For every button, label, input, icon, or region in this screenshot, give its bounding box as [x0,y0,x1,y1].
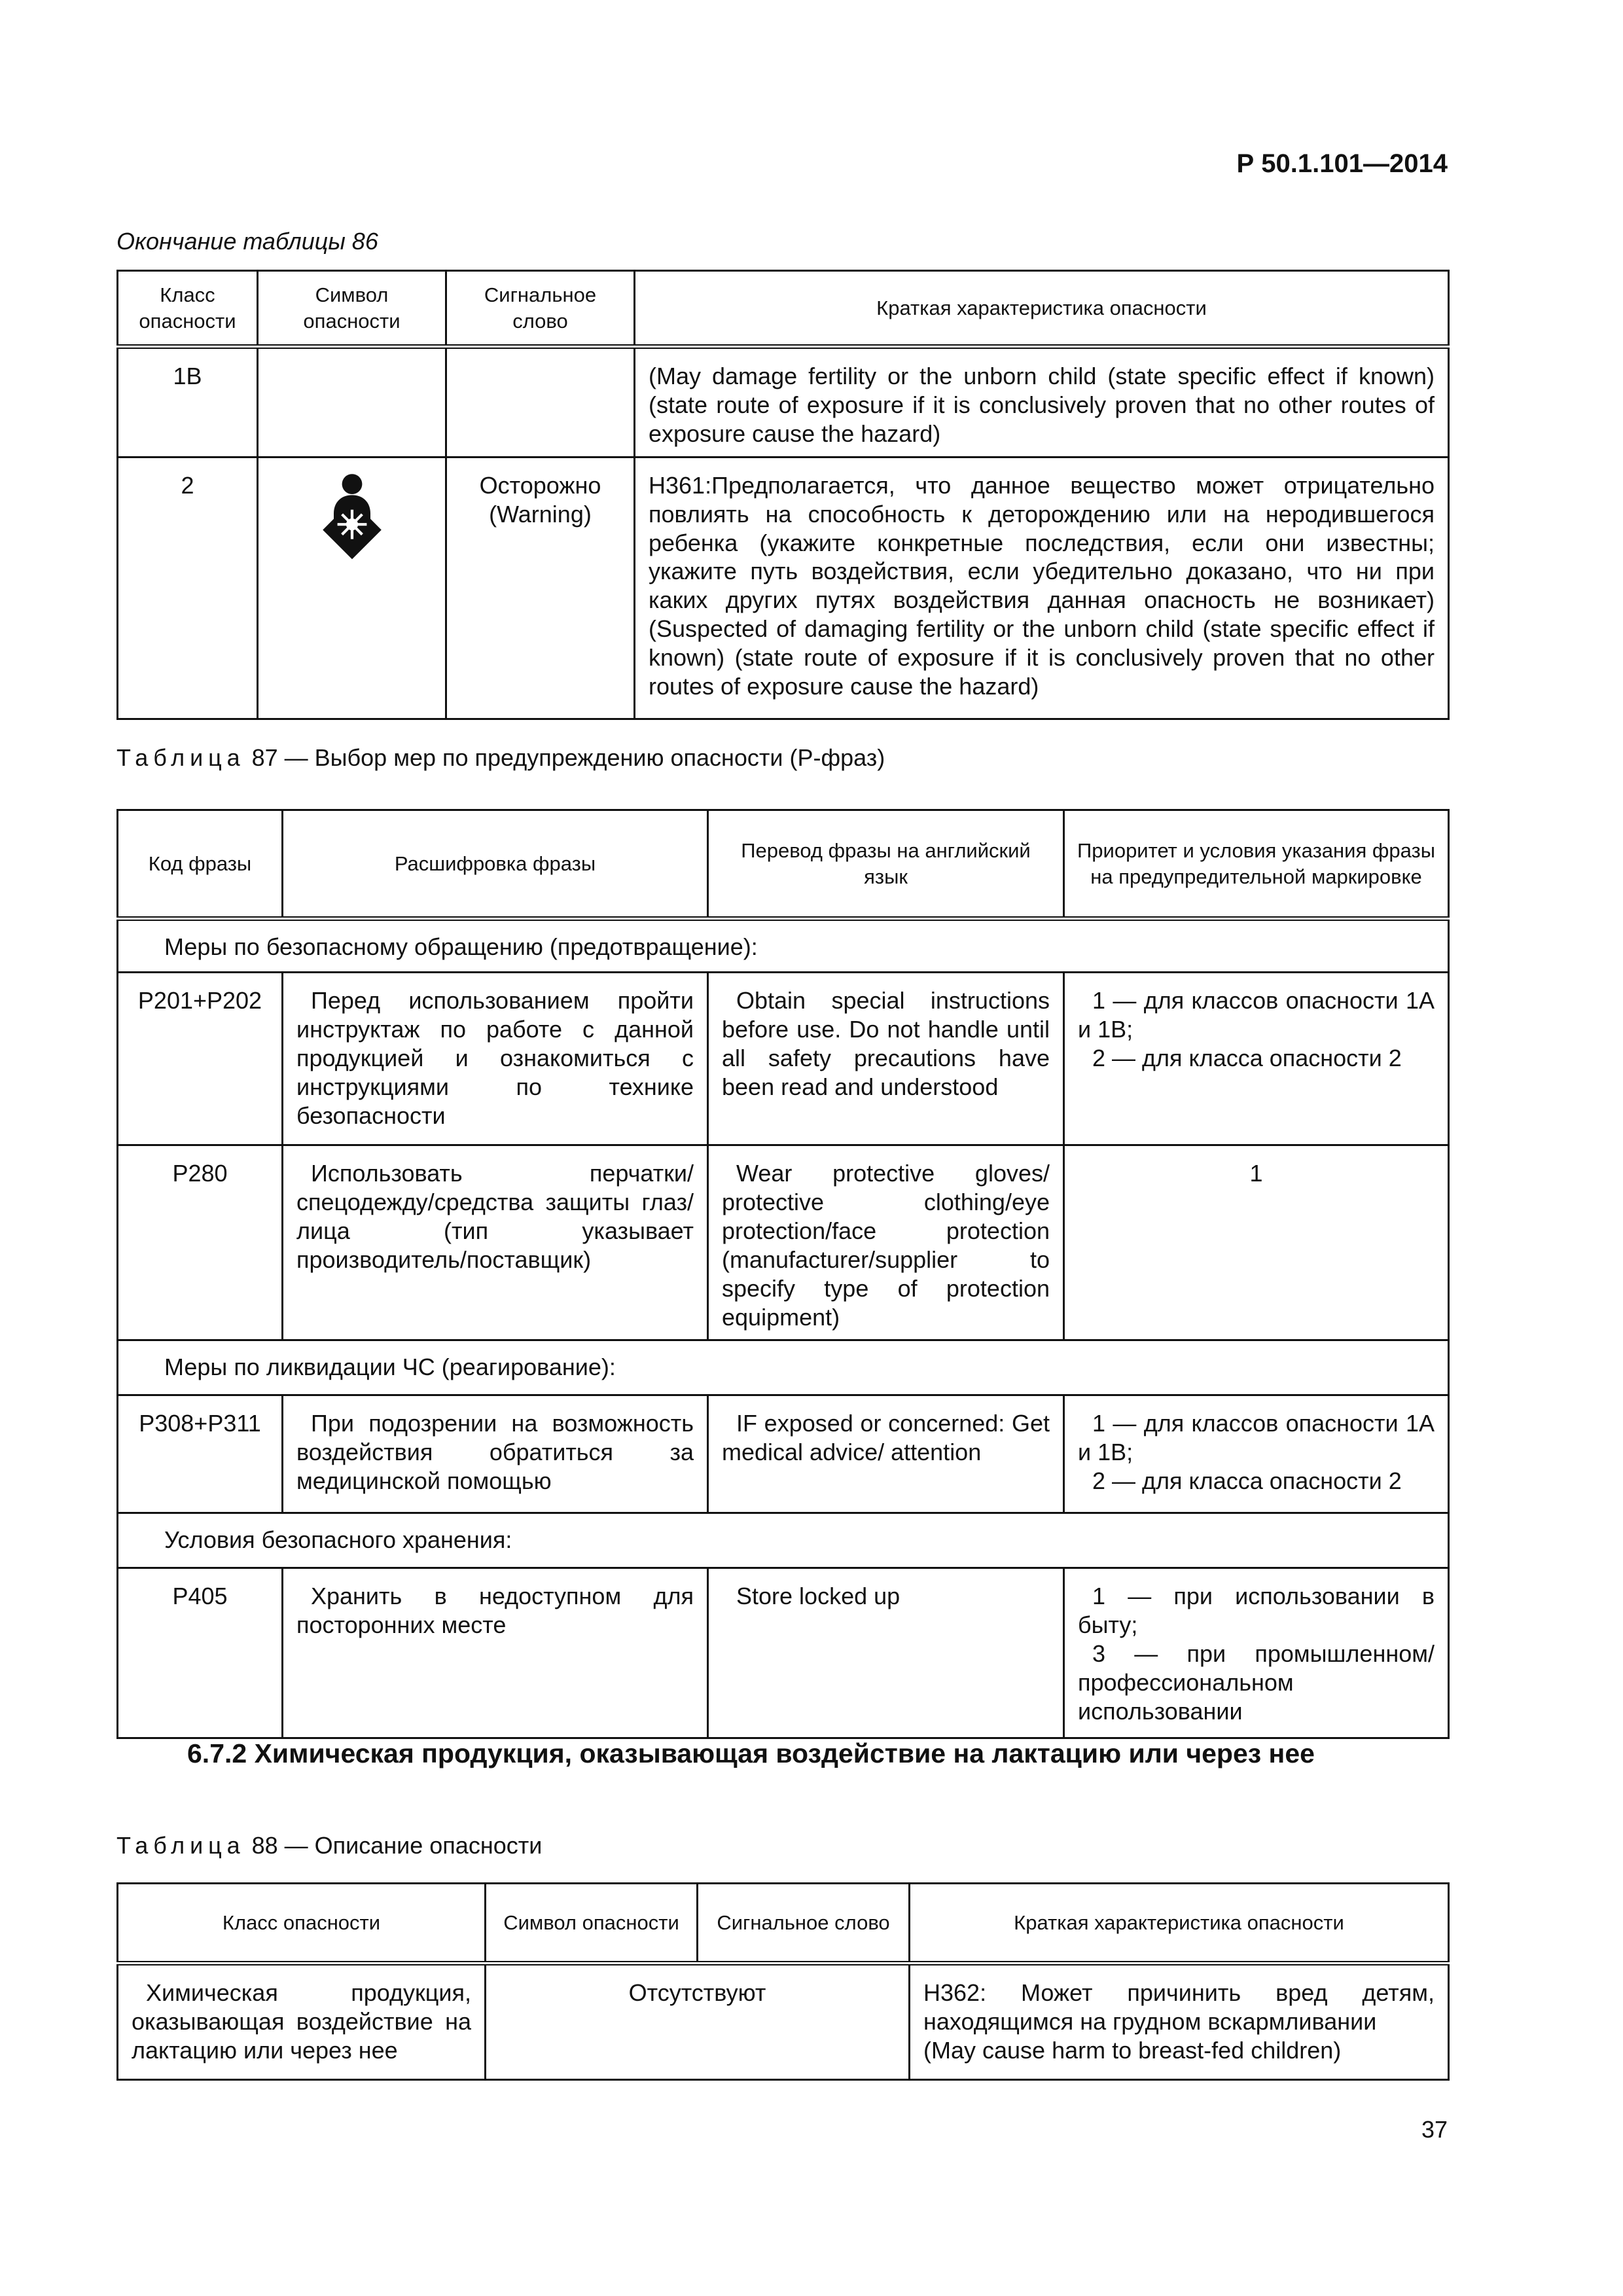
phrase-ru-cell: Хранить в недоступном для посторонних месте [283,1568,708,1738]
section-heading: 6.7.2 Химическая продукция, оказывающая воздействие на лактацию или через нее [187,1738,1315,1768]
hazard-description-line: H362: Может причинить вред детям, находящимся на грудном вскармливании [923,1979,1435,2035]
table-row [118,1964,1449,2080]
header-hazard-symbol: Символ опасности [258,271,446,347]
header-phrase-code: Код фразы [118,810,283,919]
table-88 [116,1882,1450,2081]
table-87-header-row [118,810,1449,919]
priority-line: 2 — для класса опасности 2 [1092,1044,1402,1071]
header-hazard-description: Краткая характеристика опасности [635,271,1449,347]
priority-cell [1064,1568,1449,1738]
hazard-class-cell: 2 [118,457,258,719]
phrase-code-cell: P405 [118,1568,283,1738]
header-signal-word: Сигнальное слово [446,271,635,347]
table-row [118,457,1449,719]
phrase-code-cell: P201+P202 [118,973,283,1145]
table-88-caption-word: Таблица [116,1832,245,1859]
hazard-description-cell: H361:Предполагается, что данное вещество может отрицательно повлиять на способность к деторождению или на неродившегося ребенка (укажите конкретные последствия, если они известны; укажите путь воздействия, если убедительно доказано, что ни при каких других путях воздействия данная опасность не возникает) (Suspected of damaging fertility or the unborn child (state specific effect if known) (state route of exposure if it is conclusively proven that no other routes of exposure cause the hazard) [635,457,1449,719]
hazard-class-cell: Химическая продукция, оказывающая воздействие на лактацию или через нее [118,1964,486,2080]
table-88-caption-text: 88 — Описание опасности [245,1832,543,1859]
table-88-header-row [118,1884,1449,1964]
header-hazard-class: Класс опасности [118,271,258,347]
phrase-ru-cell: При подозрении на возможность воздействия обратиться за медицинской помощью [283,1395,708,1513]
table-row [118,1395,1449,1513]
priority-line: 1 — для классов опасности 1А и 1В; [1078,1410,1435,1466]
table-86 [116,270,1450,720]
priority-line: 1 [1249,1160,1263,1187]
hazard-symbol-cell [258,457,446,719]
phrase-ru-cell: Использовать перчатки/спецодежду/средства защиты глаз/лица (тип указывает производитель/поставщик) [283,1145,708,1340]
hazard-class-cell: 1B [118,347,258,457]
section-row [118,1513,1449,1568]
header-hazard-class: Класс опасности [118,1884,486,1964]
phrase-code-cell: P280 [118,1145,283,1340]
header-english-translation: Перевод фразы на английский язык [708,810,1064,919]
hazard-symbol-cell [258,347,446,457]
table-continuation-label: Окончание таблицы 86 [116,228,378,255]
table-88-caption [116,1831,542,1860]
signal-word-cell: Осторожно (Warning) [446,457,635,719]
priority-cell [1064,1395,1449,1513]
section-row [118,1340,1449,1395]
phrase-en-cell: IF exposed or concerned: Get medical advice/ attention [708,1395,1064,1513]
table-86-header-row [118,271,1449,347]
priority-line: 1 — при использовании в быту; [1078,1583,1435,1639]
priority-line: 3 — при промышленном/ профессиональном использовании [1078,1640,1435,1725]
priority-line: 1 — для классов опасности 1А и 1В; [1078,987,1435,1043]
phrase-ru-cell: Перед использованием пройти инструктаж по работе с данной продукцией и ознакомиться с инструкциями по технике безопасности [283,973,708,1145]
section-label: Меры по безопасному обращению (предотвращение): [118,919,1449,973]
header-priority-conditions: Приоритет и условия указания фразы на предупредительной маркировке [1064,810,1449,919]
hazard-description-line: (May cause harm to breast-fed children) [923,2036,1342,2064]
page-number: 37 [1421,2116,1448,2143]
header-hazard-symbol: Символ опасности [486,1884,698,1964]
header-signal-word: Сигнальное слово [698,1884,910,1964]
section-label: Меры по ликвидации ЧС (реагирование): [118,1340,1449,1395]
table-87 [116,809,1450,1739]
symbol-signal-cell: Отсутствуют [486,1964,910,2080]
phrase-en-cell: Obtain special instructions before use. Do not handle until all safety precautions have been read and understood [708,973,1064,1145]
header-hazard-description: Краткая характеристика опасности [910,1884,1449,1964]
priority-line: 2 — для класса опасности 2 [1092,1467,1402,1495]
document-code: Р 50.1.101—2014 [1236,149,1448,178]
health-hazard-icon [306,471,398,563]
priority-cell [1064,1145,1449,1340]
header-phrase-meaning: Расшифровка фразы [283,810,708,919]
phrase-en-cell: Wear protective gloves/ protective clothing/eye protection/face protection (manufacturer/supplier to specify type of protection equipment) [708,1145,1064,1340]
phrase-en-cell: Store locked up [708,1568,1064,1738]
table-row [118,1568,1449,1738]
section-row [118,919,1449,973]
signal-word-cell [446,347,635,457]
phrase-code-cell: P308+P311 [118,1395,283,1513]
table-87-caption-word: Таблица [116,744,245,771]
table-87-caption-text: 87 — Выбор мер по предупреждению опасности (Р-фраз) [245,744,885,771]
section-label: Условия безопасного хранения: [118,1513,1449,1568]
hazard-description-cell: (May damage fertility or the unborn child (state specific effect if known) (state route of exposure if it is conclusively proven that no other routes of exposure cause the hazard) [635,347,1449,457]
priority-cell [1064,973,1449,1145]
table-row [118,347,1449,457]
table-87-caption [116,744,885,772]
table-row [118,973,1449,1145]
table-row [118,1145,1449,1340]
hazard-description-cell [910,1964,1449,2080]
